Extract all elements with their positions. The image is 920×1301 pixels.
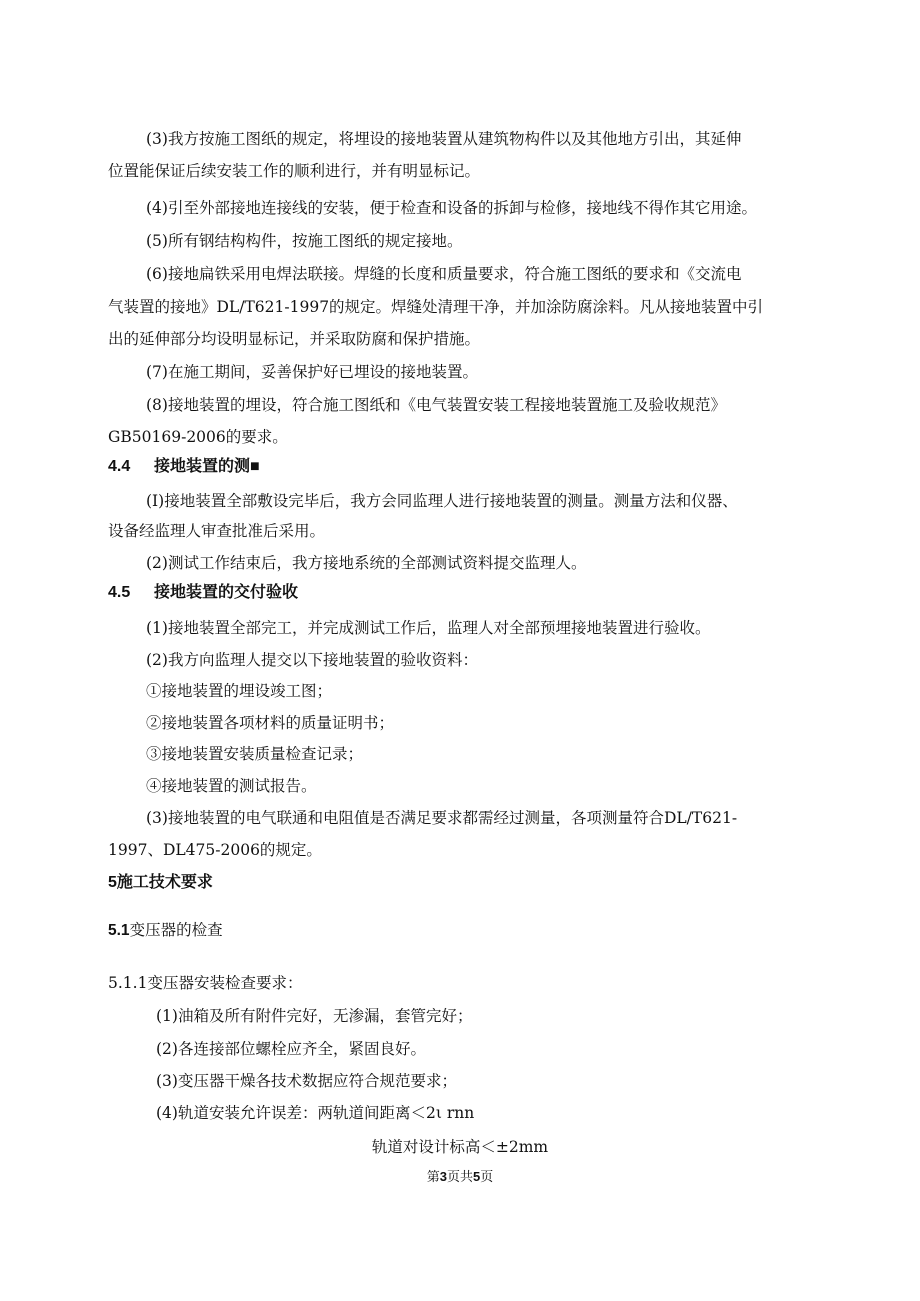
paragraph-8-line-2: GB50169-2006的要求。 (108, 428, 288, 446)
requirement-4-continued: 轨道对设计标高＜±2mm (371, 1138, 549, 1156)
section-number: 4.5 (108, 584, 131, 601)
paragraph-6-line-1: (6)接地扁铁采用电焊法联接。焊缝的长度和质量要求，符合施工图纸的要求和《交流电 (146, 265, 742, 283)
section-5-heading: 5施工技术要求 (108, 874, 213, 891)
requirement-2: (2)各连接部位螺栓应齐全，紧固良好。 (156, 1040, 426, 1058)
current-page-number: 3 (439, 1169, 447, 1184)
section-4-5-heading (108, 582, 818, 604)
section-number: 5.1 (108, 922, 130, 939)
paragraph-6-line-2: 气装置的接地》DL/T621-1997的规定。焊缝处清理干净，并加涂防腐涂料。凡从接地装置中引 (108, 298, 764, 316)
page-footer (0, 1166, 920, 1189)
paragraph-3-line-2: 位置能保证后续安装工作的顺利进行，并有明显标记。 (108, 162, 481, 180)
section-4-4-item-1-line-2: 设备经监理人审查批准后采用。 (108, 522, 326, 540)
checklist-item-3: ③接地装置安装质量检查记录； (146, 745, 364, 763)
section-5-1-heading (108, 919, 818, 942)
requirement-3: (3)变压器干燥各技术数据应符合规范要求； (156, 1072, 457, 1090)
checklist-item-2: ②接地装置各项材料的质量证明书； (146, 714, 395, 732)
section-4-4-item-1-line-1: (I)接地装置全部敷设完毕后，我方会同监理人进行接地装置的测量。测量方法和仪器、 (146, 492, 738, 510)
section-title: 接地装置的交付验收 (154, 584, 299, 601)
footer-prefix: 第 (426, 1170, 440, 1185)
subsection-5-1-1: 5.1.1变压器安装检查要求： (108, 974, 303, 992)
checklist-item-1: ①接地装置的埋设竣工图； (146, 682, 333, 700)
requirement-1: (1)油箱及所有附件完好，无渗漏，套管完好； (156, 1007, 473, 1025)
footer-middle: 页共 (446, 1170, 473, 1185)
paragraph-8-line-1: (8)接地装置的埋设，符合施工图纸和《电气装置安装工程接地装置施工及验收规范》 (146, 396, 726, 414)
checklist-item-4: ④接地装置的测试报告。 (146, 777, 317, 795)
section-4-5-item-3-line-1: (3)接地装置的电气联通和电阻值是否满足要求都需经过测量，各项测量符合DL/T621- (146, 809, 738, 827)
paragraph-7: (7)在施工期间，妥善保护好已埋设的接地装置。 (146, 363, 478, 381)
paragraph-6-line-3: 出的延伸部分均设明显标记，并采取防腐和保护措施。 (108, 330, 481, 348)
section-title: 变压器的检查 (129, 921, 223, 939)
section-4-4-item-2: (2)测试工作结束后，我方接地系统的全部测试资料提交监理人。 (146, 554, 587, 572)
section-4-5-item-3-line-2: 1997、DL475-2006的规定。 (108, 841, 322, 859)
section-4-5-item-1: (1)接地装置全部完工，并完成测试工作后，监理人对全部预埋接地装置进行验收。 (146, 619, 711, 637)
paragraph-4: (4)引至外部接地连接线的安装，便于检查和设备的拆卸与检修，接地线不得作其它用途。 (146, 199, 757, 217)
paragraph-3-line-1: (3)我方按施工图纸的规定，将埋设的接地装置从建筑物构件以及其他地方引出，其延伸 (146, 130, 742, 148)
section-4-5-item-2: (2)我方向监理人提交以下接地装置的验收资料： (146, 651, 478, 669)
total-page-number: 5 (473, 1169, 481, 1184)
requirement-4: (4)轨道安装允许误差：两轨道间距离＜2ι rnn (156, 1104, 475, 1122)
section-number: 4.4 (108, 458, 131, 475)
section-4-4-heading (108, 456, 818, 478)
paragraph-5: (5)所有钢结构构件，按施工图纸的规定接地。 (146, 232, 463, 250)
footer-suffix: 页 (480, 1170, 494, 1185)
section-title: 接地装置的测■ (154, 458, 260, 475)
